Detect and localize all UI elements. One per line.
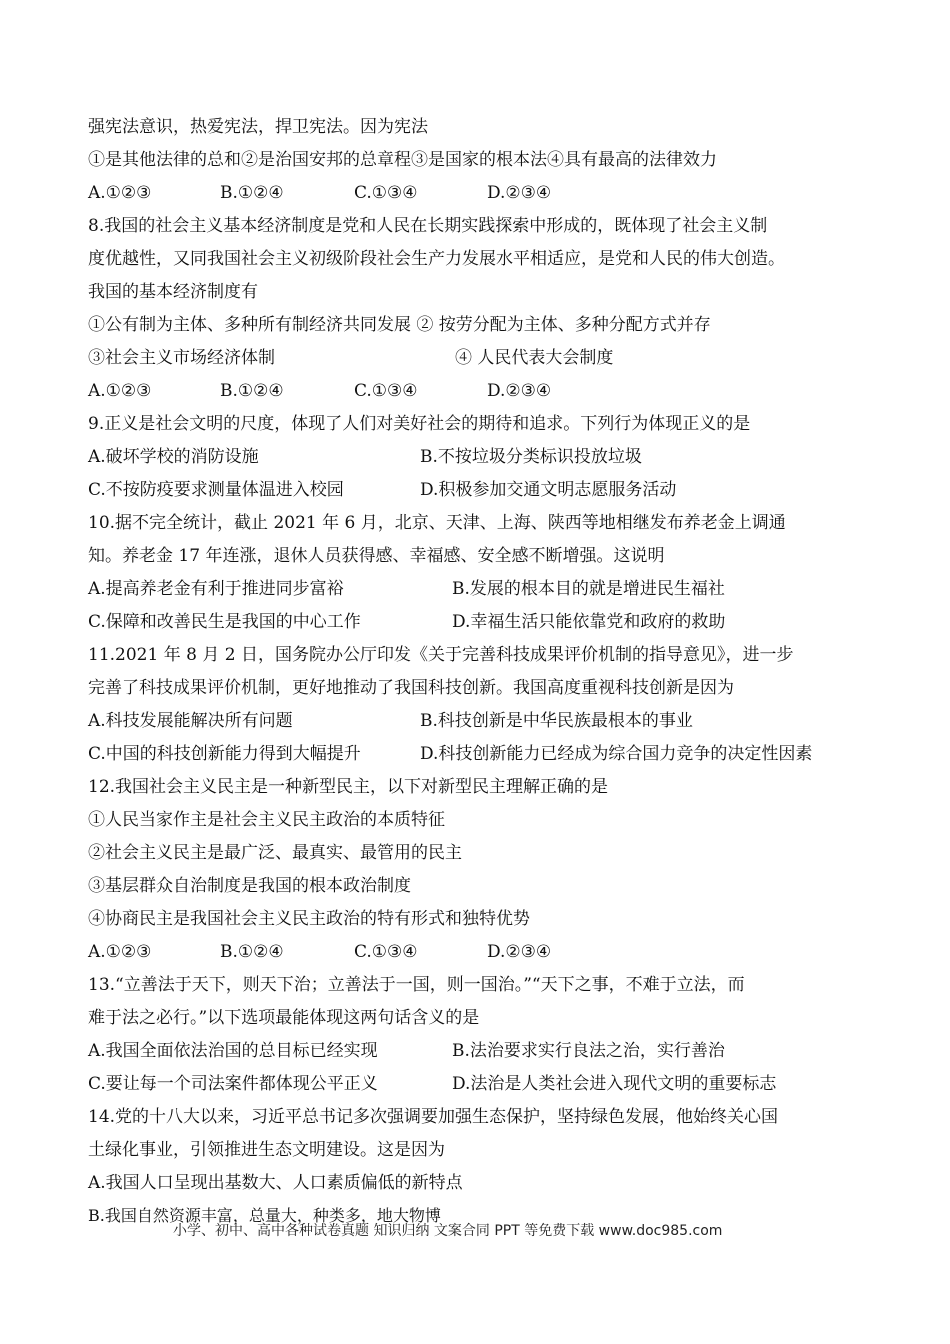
q12-stem: 12.我国社会主义民主是一种新型民主，以下对新型民主理解正确的是 xyxy=(88,777,609,797)
q10-option-b: B.发展的根本目的就是增进民生福社 xyxy=(452,579,725,599)
q12-option-a: A.①②③ xyxy=(88,942,152,962)
q12-option-d: D.②③④ xyxy=(487,942,552,962)
q13-option-c: C.要让每一个司法案件都体现公平正义 xyxy=(88,1074,378,1094)
q9-stem: 9.正义是社会文明的尺度，体现了人们对美好社会的期待和追求。下列行为体现正义的是 xyxy=(88,414,751,434)
q14-stem-line-2: 土绿化事业，引领推进生态文明建设。这是因为 xyxy=(88,1140,445,1160)
q11-option-c: C.中国的科技创新能力得到大幅提升 xyxy=(88,744,361,764)
q8-stem-line-1: 8.我国的社会主义基本经济制度是党和人民在长期实践探索中形成的，既体现了社会主义制 xyxy=(88,216,768,236)
q9-option-a: A.破坏学校的消防设施 xyxy=(88,447,259,467)
q12-option-c: C.①③④ xyxy=(354,942,418,962)
q8-statement-3: ③社会主义市场经济体制 xyxy=(88,348,275,368)
q11-stem-line-1: 11.2021 年 8 月 2 日，国务院办公厅印发《关于完善科技成果评价机制的指导意见》，进一步 xyxy=(88,645,794,665)
q10-option-a: A.提高养老金有利于推进同步富裕 xyxy=(88,579,344,599)
q11-option-b: B.科技创新是中华民族最根本的事业 xyxy=(420,711,693,731)
q7-statements: ①是其他法律的总和②是治国安邦的总章程③是国家的根本法④具有最高的法律效力 xyxy=(88,150,717,170)
q8-option-d: D.②③④ xyxy=(487,381,552,401)
q9-option-c: C.不按防疫要求测量体温进入校园 xyxy=(88,480,344,500)
q8-stem-line-3: 我国的基本经济制度有 xyxy=(88,282,258,302)
q8-statements-1-2: ①公有制为主体、多种所有制经济共同发展 ② 按劳分配为主体、多种分配方式并存 xyxy=(88,315,711,335)
q10-stem-line-1: 10.据不完全统计，截止 2021 年 6 月，北京、天津、上海、陕西等地相继发布养老金上调通 xyxy=(88,513,786,533)
q8-statement-4: ④ 人民代表大会制度 xyxy=(455,348,614,368)
q7-option-c: C.①③④ xyxy=(354,183,418,203)
q12-statement-1: ①人民当家作主是社会主义民主政治的本质特征 xyxy=(88,810,445,830)
q7-option-b: B.①②④ xyxy=(220,183,284,203)
q14-option-b: B.我国自然资源丰富，总量大，种类多，地大物博 xyxy=(88,1206,441,1225)
q12-statement-4: ④协商民主是我国社会主义民主政治的特有形式和独特优势 xyxy=(88,909,530,929)
q7-option-d: D.②③④ xyxy=(487,183,552,203)
q7-option-a: A.①②③ xyxy=(88,183,152,203)
q11-option-d: D.科技创新能力已经成为综合国力竞争的决定性因素 xyxy=(420,744,813,764)
q14-stem-line-1: 14.党的十八大以来，习近平总书记多次强调要加强生态保护，坚持绿色发展，他始终关心国 xyxy=(88,1107,779,1127)
q12-statement-2: ②社会主义民主是最广泛、最真实、最管用的民主 xyxy=(88,843,462,863)
q12-option-b: B.①②④ xyxy=(220,942,284,962)
q10-option-c: C.保障和改善民生是我国的中心工作 xyxy=(88,612,361,632)
q12-statement-3: ③基层群众自治制度是我国的根本政治制度 xyxy=(88,876,411,896)
q10-option-d: D.幸福生活只能依靠党和政府的救助 xyxy=(452,612,726,632)
q14-option-a: A.我国人口呈现出基数大、人口素质偏低的新特点 xyxy=(88,1173,463,1193)
q13-stem-line-2: 难于法之必行。”以下选项最能体现这两句话含义的是 xyxy=(88,1008,480,1028)
q11-stem-line-2: 完善了科技成果评价机制，更好地推动了我国科技创新。我国高度重视科技创新是因为 xyxy=(88,678,734,698)
footer-note: 小学、初中、高中各种试卷真题 知识归纳 文案合同 PPT 等免费下载 www.doc985.com xyxy=(173,1223,723,1239)
q7-stem: 强宪法意识，热爱宪法，捍卫宪法。因为宪法 xyxy=(88,117,428,137)
q8-stem-line-2: 度优越性，又同我国社会主义初级阶段社会生产力发展水平相适应，是党和人民的伟大创造。 xyxy=(88,249,785,269)
q8-option-b: B.①②④ xyxy=(220,381,284,401)
q10-stem-line-2: 知。养老金 17 年连涨，退休人员获得感、幸福感、安全感不断增强。这说明 xyxy=(88,546,665,566)
q8-option-a: A.①②③ xyxy=(88,381,152,401)
q13-option-d: D.法治是人类社会进入现代文明的重要标志 xyxy=(452,1074,777,1094)
q9-option-d: D.积极参加交通文明志愿服务活动 xyxy=(420,480,677,500)
q13-stem-line-1: 13.“立善法于天下，则天下治；立善法于一国，则一国治。”“天下之事，不难于立法，而 xyxy=(88,975,745,995)
q13-option-a: A.我国全面依法治国的总目标已经实现 xyxy=(88,1041,378,1061)
q11-option-a: A.科技发展能解决所有问题 xyxy=(88,711,293,731)
q9-option-b: B.不按垃圾分类标识投放垃圾 xyxy=(420,447,642,467)
q8-option-c: C.①③④ xyxy=(354,381,418,401)
q13-option-b: B.法治要求实行良法之治，实行善治 xyxy=(452,1041,725,1061)
